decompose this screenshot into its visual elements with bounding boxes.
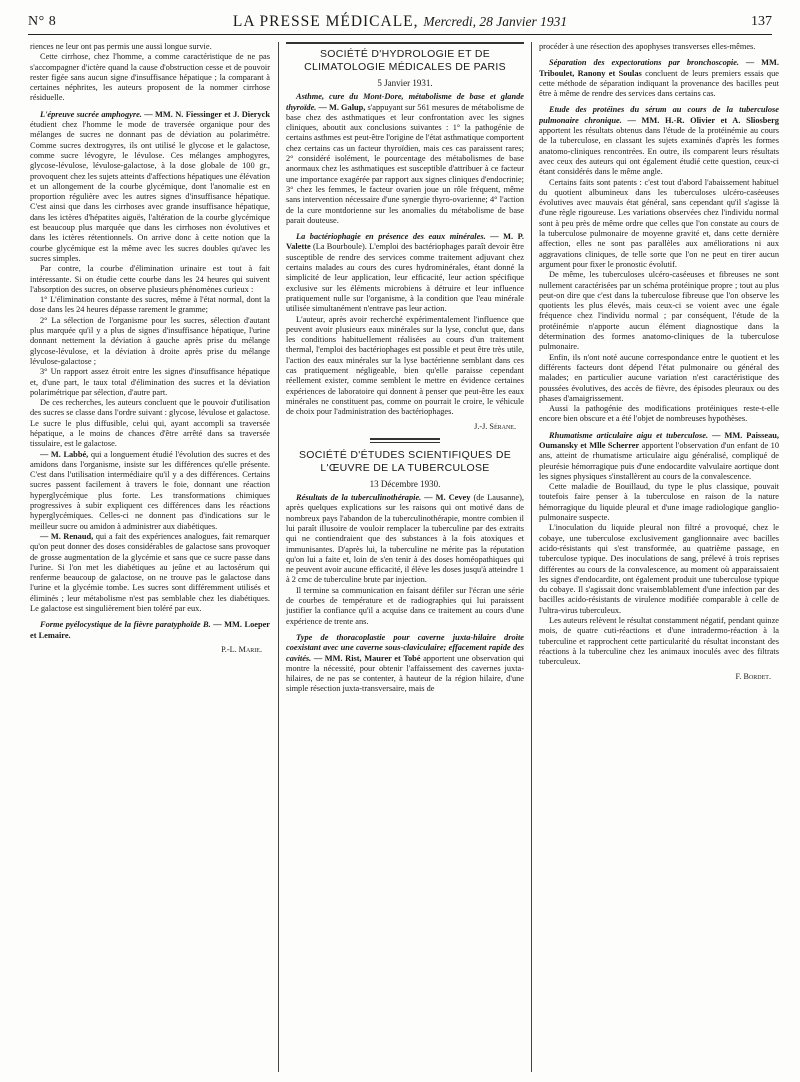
article-text: s'appuyant sur 561 mesures de métabolisme de base chez des asthmatiques et leur confrontation avec les signes cliniques, aboutit aux conclusions suivantes : 1° la pathogénie de certains asthmes est peut-être l'origine de l'état asthmatique comportent chez certains cas un facteur thyroïdien, mais ces cas paraissent rares; 2° considéré isolément, le pourcentage des métabolismes de base anormaux chez les asthmatiques est susceptible d'attribuer à ce facteur une importance exagérée par rapport aux signes cliniques d'endocrinie; 3° chez les femmes, le facteur ovarien joue un rôle fréquent, même sans intervention nécessaire d'une synergie thyro-ovarienne; 4° l'action de la cure montdorienne sur les anomalies du métabolisme de base parait douteuse.: [286, 102, 524, 225]
speaker-name: — M. Renaud,: [40, 531, 94, 541]
signature: P.-L. Marie.: [221, 644, 262, 654]
paragraph: L'auteur, après avoir recherché expérimentalement l'influence que peuvent avoir plusieurs eaux minérales sur la lyse, conclut que, dans les conditions habituellement réalisées au cours d'un traitement thermal, l'emploi des bactériophages est possible et peut être très utile, l'action des eaux minérales sur la lyse bactérienne semblant dans ces cas pratiquement négligeable, bien qu'elle paraisse cependant réellement exister, comme semblent le mettre en évidence certaines expériences de laboratoire qui donnent à penser que peut-être les eaux minérales ne constituent pas, comme on pourrait le croire, le véhicule de choix pour l'administration des bactériophages.: [286, 314, 524, 417]
article-title: Etude des protéines du sérum au cours de la tuberculose pulmonaire chronique.: [539, 105, 779, 125]
article-forme-pyelocystique: [30, 620, 270, 641]
article-title: Asthme, cure du Mont-Dore, métabolisme de base et glande thyroïde.: [286, 92, 524, 112]
article-tuberculinotherapie: [286, 493, 524, 586]
section-separator: [370, 438, 440, 443]
column-left: [30, 42, 270, 1072]
column-divider: [278, 42, 279, 1072]
article-expectorations: [539, 58, 779, 99]
article-text: apportent une observation qui montre la nécessité, pour obtenir l'affaissement des cavernes juxta-hilaires, de ne pas se contenter, à hauteur de la région hilaire, d'une simple résection juxta-transversaire, mais de: [286, 653, 524, 694]
article-authors: — M. Galup,: [318, 102, 366, 112]
paragraph: 3° Un rapport assez étroit entre les signes d'insuffisance hépatique et, d'une part, le taux total d'élimination des sucres et la déviation polarimétrique par sélection, d'autre part.: [30, 367, 270, 397]
speaker-name: — M. Labbé,: [40, 449, 89, 459]
article-rhumatisme: [539, 431, 779, 482]
article-text: L'emploi des bactériophages paraît devoir être susceptible de rendre des services comme traitement adjuvant chez certains malades au cours des cures hydrominérales, étant donné la simplicité de leur application, leur efficacité, leur action spécifique exclusive sur les éléments microbiens à détruire et leur influence pratiquement nulle sur l'organisme, à la condition que l'eau minérale utilisée simultanément n'entrave pas leur action.: [286, 242, 524, 314]
article-title: Forme pyélocystique de la fièvre paratyphoïde B.: [40, 620, 211, 630]
column-divider: [531, 42, 532, 1072]
issue-number: N° 8: [28, 14, 57, 29]
journal-name: LA PRESSE MÉDICALE,: [232, 13, 419, 30]
article-authors: — MM. H.-R. Olivier et A. Sliosberg: [627, 115, 779, 125]
author-location: (La Bourboule).: [312, 242, 367, 252]
paragraph-labbe: [30, 450, 270, 532]
article-text: concluent de leurs premiers essais que cette méthode de séparation indiquant la provenance des bacilles peut être à même de rendre des services dans certains cas.: [539, 68, 779, 99]
paragraph: Par contre, la courbe d'élimination urinaire est tout à fait intéressante. Si on étudie cette courbe dans les 24 heures qui suivent l'absorption des sucres, on observe plusieurs phénomènes curieux :: [30, 264, 270, 294]
article-authors: — M. Cevey: [424, 493, 471, 503]
column-right: [539, 42, 779, 1072]
article-title: La bactériophagie en présence des eaux minérales.: [296, 232, 486, 242]
paragraph: Enfin, ils n'ont noté aucune correspondance entre le quotient et les différents facteurs dont dépend l'état pulmonaire ou général des malades; en particulier aucune variation n'est caractéristique des poussées évolutives, des accès de fièvre, des épisodes pleuraux ou des phases d'amaigrissement.: [539, 352, 779, 403]
paragraph-text: qui a fait des expériences analogues, fait remarquer qu'on peut donner des doses considérables de galactose sans provoquer de grosse augmentation de la glycémie et sans que ce sucre passe dans l'urine. Si l'on met les diabétiques au jeûne et au lactosérum qui renferme beaucoup de galactose, on ne trouve pas le galactose dans l'urine et la glycémie tombe. Les sucres sont différemment utilisés et éliminés ; leur métabolisme n'est pas semblable chez les diabétiques. Le galactose est singulièrement bien toléré par eux.: [30, 531, 270, 614]
issue-date: Mercredi, 28 Janvier 1931: [423, 14, 568, 29]
article-asthme: [286, 92, 524, 226]
article-authors: — MM. Loeper et Lemaire.: [30, 620, 270, 640]
paragraph: De même, les tuberculoses ulcéro-caséeuses et fibreuses ne sont nullement caractérisées par un schéma protéinique propre ; tout au plus peut-on dire que c'est dans la tuberculose fibreuse que l'on observe les quotients les plus élevés, mais ceux-ci se voient avec une égale fréquence chez l'individu normal ; par conséquent, l'étude de la protéinémie n'apporte aucun élément diagnostique dans la détermination des formes anatomo-cliniques de la tuberculose pulmonaire.: [539, 270, 779, 352]
page-number: 137: [751, 14, 772, 29]
article-text: apportent l'observation d'un enfant de 10 ans, atteint de rhumatisme articulaire aigu généralisé, compliqué de pleurésie hémorragique puis d'une endocardite valvulaire aortique dont les signes physiques s'installèrent au cours de la convalescence.: [539, 440, 779, 481]
paragraph: Les auteurs relèvent le résultat constamment négatif, pendant quinze mois, de quatre cuti-réactions et d'une intradermo-réaction à la tuberculine et rapprochent cette particularité du résultat inconstant des réactions à la tuberculine chez les animaux inoculés avec des filtrats tuberculeux.: [539, 616, 779, 667]
paragraph: riences ne leur ont pas permis une aussi longue survie.: [30, 42, 212, 51]
article-text: après quelques explications sur les raisons qui ont motivé dans de nombreux pays l'abandon de la tuberculinothérapie, montre combien il lui paraît illusoire de vouloir remplacer la tuberculine par des extraits qui ne contiendraient que des substances à la fois atoxiques et immunisantes. D'après lui, la tuberculine ne mérite pas la réputation qu'on lui a faite et, loin de s'en tenir à des doses homéopathiques qui ne peuvent avoir aucune efficacité, il élève les doses jusqu'à atteindre 1 à 2 cmc de tuberculine brute par injection.: [286, 503, 524, 585]
article-title: Séparation des expectorations par bronchoscopie.: [549, 58, 740, 68]
article-authors: — MM. N. Fiessinger et J. Dieryck: [144, 109, 270, 119]
session-date: 5 Janvier 1931.: [377, 78, 433, 88]
paragraph: procéder à une résection des apophyses transverses elles-mêmes.: [539, 42, 756, 51]
paragraph: Cette cirrhose, chez l'homme, a comme caractéristique de ne pas s'accompagner d'ictère quand la cause d'obstruction cesse et de pouvoir rester figée sans aucun signe d'insuffisance hépatique ; la comparant à certaines néphrites, les auteurs proposent de la nommer cirrhose résiduelle.: [30, 52, 270, 103]
article-authors: — MM. Paisseau, Oumansky et Mlle Scherrer: [539, 430, 779, 450]
article-thoracoplastie: [286, 633, 524, 695]
journal-title: [28, 13, 772, 31]
society-heading: SOCIÉTÉ D'HYDROLOGIE ET DE CLIMATOLOGIE MÉDICALES DE PARIS: [304, 48, 506, 73]
signature: F. Bordet.: [735, 671, 771, 681]
page-header: [28, 10, 772, 35]
paragraph: L'inoculation du liquide pleural non filtré a provoqué, chez le cobaye, une tuberculose exclusivement ganglionnaire avec bacilles acido-résistants qui s'est transformée, au quatrième passage, en tuberculose typique. Des inoculations de sang, prélevé à trois reprises différentes au cours de la convalescence, au moment où apparaissaient les signes d'endocardite, ont également produit une tuberculose typique du cobaye. Il s'agissait donc vraisemblablement d'une infection par des bacilles acido-résistants de virulence modifiée comparable à celle de l'ultra-virus tuberculeux.: [539, 523, 779, 615]
article-authors: — M. P. Valette: [286, 232, 524, 252]
paragraph: 1° L'élimination constante des sucres, même à l'état normal, dont la dose dans les 24 heures dépasse rarement le gramme;: [30, 295, 270, 315]
signature: J.-J. Sérane.: [474, 421, 516, 431]
column-middle: [286, 42, 524, 1072]
paragraph: Cette maladie de Bouillaud, du type le plus classique, pouvait toutefois faire penser à la tuberculose en raison de la nature hémorragique du liquide pleural et d'une image radiologique ganglio-pulmonaire suspecte.: [539, 482, 779, 523]
article-text: étudient chez l'homme le mode de traversée organique pour des mélanges de sucres ne donnant pas de déviation au polarimètre. Comme sucres dextrogyres, ils ont utilisé le glycose et le galactose, comme sucre lévogyre, le lévulose. Ces mélanges amphogyres, glycose-lévulose, lévulose-galactose, à la dose globale de 100 gr., provoquent chez les sujets atteints d'affections hépatiques une élévation et un allongement de la courbe glycémique, dont l'anomalie est en proportion régulière avec les autres signes d'insuffisance hépatique. C'est ainsi que dans les cirrhoses avec grande insuffisance hépatique, dans les ictères d'hépatites aiguës, l'altération de la courbe glycémique est beaucoup plus marquée que dans les cirrhoses non évolutives et dans les ictères rétentionnels. On arrive donc à cette notion que la courbe glycémique est la même avec les sucres doubles qu'avec les sucres simples.: [30, 120, 270, 263]
paragraph-text: qui a longuement étudié l'évolution des sucres et des amidons dans l'organisme, insiste sur les différences qu'elle présente. C'est dans l'utilisation intermédiaire qu'il y a des différences. Certains sucres passent facilement à travers le foie, donnant une réaction hyperglycémique plus forte. Les transformations chimiques progressives à subir expliquent ces différences dans les réactions hyperglycémiques. Celles-ci ne donnent pas d'indications sur le meilleur sucre ou amidon à administrer aux diabétiques.: [30, 449, 270, 531]
article-title: Rhumatisme articulaire aigu et tuberculose.: [549, 430, 709, 440]
article-text: apportent les résultats obtenus dans l'étude de la protéinémie au cours de la tuberculose, en classant les sujets examinés d'après les formes anatomo-cliniques rencontrées. En outre, ils comparent leurs résultats avec ceux des auteurs qui ont également étudié cette question, ceux-ci étant considérés dans le même angle.: [539, 126, 779, 177]
article-epreuve-sucree: [30, 110, 270, 264]
author-location: (de Lausanne),: [473, 493, 524, 503]
paragraph: Il termine sa communication en faisant défiler sur l'écran une série de courbes de température et de radiographies qui lui paraissent justifier la confiance qu'il a acquise dans ce traitement au cours d'une expérience de trente ans.: [286, 585, 524, 626]
paragraph-renaud: [30, 532, 270, 614]
article-authors: — MM. Rist, Maurer et Tobé: [313, 653, 421, 663]
session-date: 13 Décembre 1930.: [369, 478, 441, 489]
article-title: Type de thoracoplastie pour caverne juxta-hilaire droite coexistant avec une caverne sous-claviculaire; effacement rapide des cavités.: [286, 632, 524, 663]
article-title: L'épreuve sucrée amphogyre.: [40, 109, 142, 119]
paragraph: De ces recherches, les auteurs concluent que le pouvoir d'utilisation des sucres se classe dans l'ordre suivant : glycose, lévulose et galactose. Le sucre le plus diffusible, celui qui, ayant accompli sa traversée hépatique, a le moins de chances d'être arrêté dans sa traversée tissulaire, est le galactose.: [30, 398, 270, 449]
article-proteines-serum: [539, 105, 779, 177]
paragraph: Certains faits sont patents : c'est tout d'abord l'abaissement habituel du quotient albumineux dans les tuberculoses ulcéro-caséeuses évolutives avec mauvais état général, sans cependant qu'il s'agisse là d'une règle rigoureuse. Les variations observées chez l'individu normal sont à peu près de même ordre que celles que l'on constate au cours de la tuberculose pulmonaire de moyenne gravité et, dans cette dernière affection, elles ne sont pas parallèles aux améliorations ni aux aggravations cliniques, de telle sorte que l'on ne peut en tirer aucun argument pour fixer le pronostic évolutif.: [539, 177, 779, 269]
section-rule: [286, 42, 524, 44]
society-heading: SOCIÉTÉ D'ÉTUDES SCIENTIFIQUES DE L'ŒUVRE DE LA TUBERCULOSE: [298, 448, 511, 474]
article-authors: — MM. Triboulet, Ranony et Soulas: [539, 58, 779, 78]
paragraph: 2° La sélection de l'organisme pour les sucres, sélection d'autant plus marquée qu'il y a plus de signes d'insuffisance hépatique, l'urine donnant nettement la déviation à gauche après prise du mélange glycose-lévulose, et la déviation à droite après prise du mélange lévulose-galactose ;: [30, 315, 270, 366]
article-bacteriophagie: [286, 232, 524, 314]
paragraph: Aussi la pathogénie des modifications protéiniques reste-t-elle encore bien obscure et a été l'objet de nombreuses hypothèses.: [539, 404, 779, 424]
article-title: Résultats de la tuberculinothérapie.: [296, 493, 422, 503]
